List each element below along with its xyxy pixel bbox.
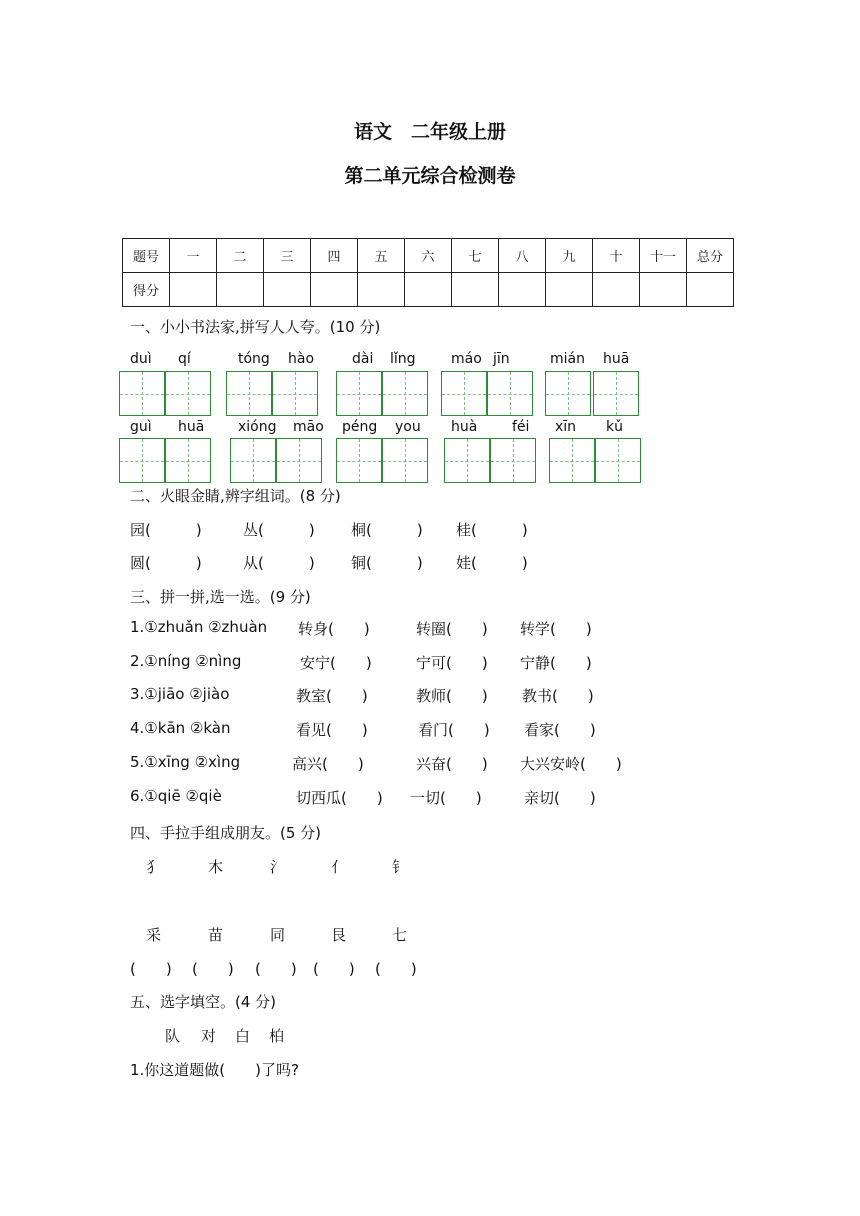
answer-blank[interactable]: ( )	[192, 960, 234, 978]
word-blank[interactable]: 桐( )	[351, 521, 423, 539]
pinyin: huā	[178, 419, 205, 435]
answer-blank[interactable]: ( )	[375, 960, 417, 978]
word-blank[interactable]: 丛( )	[243, 521, 315, 539]
word-choice[interactable]: 亲切( )	[524, 789, 596, 807]
pinyin: kǔ	[606, 419, 623, 435]
writing-grid[interactable]	[119, 371, 165, 416]
score-table-header: 四	[311, 239, 358, 273]
radical: 木	[208, 858, 224, 876]
word-choice[interactable]: 看见( )	[296, 721, 368, 739]
word-choice[interactable]: 转学( )	[520, 620, 592, 638]
char-part: 同	[270, 926, 286, 944]
word-choice[interactable]: 宁静( )	[520, 654, 592, 672]
pinyin-options: 3.①jiāo ②jiào	[130, 685, 230, 703]
char-part: 七	[392, 926, 408, 944]
writing-grid[interactable]	[382, 371, 428, 416]
radical: 钅	[392, 858, 408, 876]
section-5-title: 五、选字填空。(4 分)	[130, 993, 277, 1011]
word-blank[interactable]: 圆( )	[130, 554, 202, 572]
pinyin: xióng	[238, 419, 277, 435]
pinyin-options: 2.①níng ②nìng	[130, 652, 242, 670]
word-choice[interactable]: 安宁( )	[300, 654, 372, 672]
writing-grid[interactable]	[165, 438, 211, 483]
word-choice[interactable]: 切西瓜( )	[296, 789, 383, 807]
word-blank[interactable]: 从( )	[243, 554, 315, 572]
word-blank[interactable]: 桂( )	[456, 521, 528, 539]
word-choice[interactable]: 宁可( )	[416, 654, 488, 672]
pinyin: tóng	[238, 351, 270, 367]
writing-grid[interactable]	[272, 371, 318, 416]
writing-grid[interactable]	[336, 371, 382, 416]
pinyin: mián	[550, 351, 585, 367]
page-title-2: 第二单元综合检测卷	[344, 165, 516, 187]
radical: 氵	[270, 858, 286, 876]
writing-grid[interactable]	[490, 438, 536, 483]
writing-grid[interactable]	[276, 438, 322, 483]
writing-grid[interactable]	[382, 438, 428, 483]
score-table-header: 二	[217, 239, 264, 273]
score-cell[interactable]	[358, 273, 405, 307]
word-blank[interactable]: 园( )	[130, 521, 202, 539]
writing-grid[interactable]	[226, 371, 272, 416]
score-table-header: 六	[405, 239, 452, 273]
pinyin-options: 1.①zhuǎn ②zhuàn	[130, 618, 268, 636]
writing-grid[interactable]	[119, 438, 165, 483]
score-cell[interactable]	[170, 273, 217, 307]
score-table-row-label: 得分	[123, 273, 170, 307]
score-cell[interactable]	[687, 273, 734, 307]
score-cell[interactable]	[546, 273, 593, 307]
radical: 犭	[146, 858, 162, 876]
pinyin: huà	[451, 419, 478, 435]
word-choice[interactable]: 高兴( )	[292, 755, 364, 773]
pinyin: dài	[352, 351, 374, 367]
radical: 亻	[331, 858, 347, 876]
score-table-header: 一	[170, 239, 217, 273]
word-choice[interactable]: 转身( )	[298, 620, 370, 638]
writing-grid[interactable]	[230, 438, 276, 483]
writing-grid[interactable]	[165, 371, 211, 416]
score-table	[122, 238, 734, 307]
pinyin: jīn	[493, 351, 510, 367]
score-table-header: 七	[452, 239, 499, 273]
pinyin: duì	[130, 351, 152, 367]
writing-grid[interactable]	[336, 438, 382, 483]
word-choice[interactable]: 看家( )	[524, 721, 596, 739]
writing-grid[interactable]	[441, 371, 487, 416]
word-blank[interactable]: 娃( )	[456, 554, 528, 572]
word-choice[interactable]: 教师( )	[416, 687, 488, 705]
score-table-score-row	[123, 273, 734, 307]
score-cell[interactable]	[452, 273, 499, 307]
word-choice[interactable]: 看门( )	[418, 721, 490, 739]
pinyin: you	[395, 419, 421, 435]
char-option: 柏	[269, 1027, 285, 1045]
char-part: 艮	[331, 926, 347, 944]
pinyin: xīn	[555, 419, 577, 435]
score-cell[interactable]	[264, 273, 311, 307]
score-table-row-label: 题号	[123, 239, 170, 273]
word-choice[interactable]: 转圈( )	[416, 620, 488, 638]
score-cell[interactable]	[640, 273, 687, 307]
word-choice[interactable]: 教书( )	[522, 687, 594, 705]
score-cell[interactable]	[405, 273, 452, 307]
score-table-header: 五	[358, 239, 405, 273]
writing-grid[interactable]	[595, 438, 641, 483]
section-4-title: 四、手拉手组成朋友。(5 分)	[130, 824, 322, 842]
page-title-1: 语文 二年级上册	[353, 121, 506, 143]
pinyin: máo	[451, 351, 482, 367]
pinyin: qí	[178, 351, 191, 367]
score-cell[interactable]	[311, 273, 358, 307]
char-part: 采	[146, 926, 162, 944]
pinyin: huā	[603, 351, 630, 367]
pinyin: lǐng	[390, 351, 416, 367]
writing-grid[interactable]	[593, 371, 639, 416]
score-table-header: 十	[593, 239, 640, 273]
word-blank[interactable]: 铜( )	[351, 554, 423, 572]
pinyin: guì	[130, 419, 152, 435]
word-choice[interactable]: 兴奋( )	[416, 755, 488, 773]
pinyin-options: 5.①xīng ②xìng	[130, 753, 241, 771]
section-3-title: 三、拼一拼,选一选。(9 分)	[130, 588, 311, 606]
pinyin: māo	[293, 419, 324, 435]
word-choice[interactable]: 一切( )	[410, 789, 482, 807]
score-table-header-row	[123, 239, 734, 273]
writing-grid[interactable]	[444, 438, 490, 483]
writing-grid[interactable]	[545, 371, 591, 416]
answer-blank[interactable]: ( )	[313, 960, 355, 978]
answer-blank[interactable]: ( )	[255, 960, 297, 978]
score-cell[interactable]	[217, 273, 264, 307]
pinyin-options: 6.①qiē ②qiè	[130, 787, 222, 805]
word-choice[interactable]: 教室( )	[296, 687, 368, 705]
answer-blank[interactable]: ( )	[130, 960, 172, 978]
score-table-header: 十一	[640, 239, 687, 273]
char-option: 白	[235, 1027, 251, 1045]
score-table-header: 八	[499, 239, 546, 273]
word-choice[interactable]: 大兴安岭( )	[520, 755, 622, 773]
score-cell[interactable]	[593, 273, 640, 307]
score-table-header: 三	[264, 239, 311, 273]
char-part: 苗	[208, 926, 224, 944]
section-1-title: 一、小小书法家,拼写人人夸。(10 分)	[130, 318, 381, 336]
score-table-header: 总分	[687, 239, 734, 273]
pinyin-options: 4.①kān ②kàn	[130, 719, 231, 737]
pinyin: hào	[288, 351, 315, 367]
question-1[interactable]: 1.你这道题做( )了吗?	[130, 1061, 299, 1079]
section-2-title: 二、火眼金睛,辨字组词。(8 分)	[130, 487, 341, 505]
pinyin: féi	[512, 419, 530, 435]
writing-grid[interactable]	[487, 371, 533, 416]
pinyin: péng	[342, 419, 378, 435]
writing-grid[interactable]	[549, 438, 595, 483]
score-cell[interactable]	[499, 273, 546, 307]
score-table-header: 九	[546, 239, 593, 273]
char-option: 队	[165, 1027, 181, 1045]
char-option: 对	[201, 1027, 217, 1045]
